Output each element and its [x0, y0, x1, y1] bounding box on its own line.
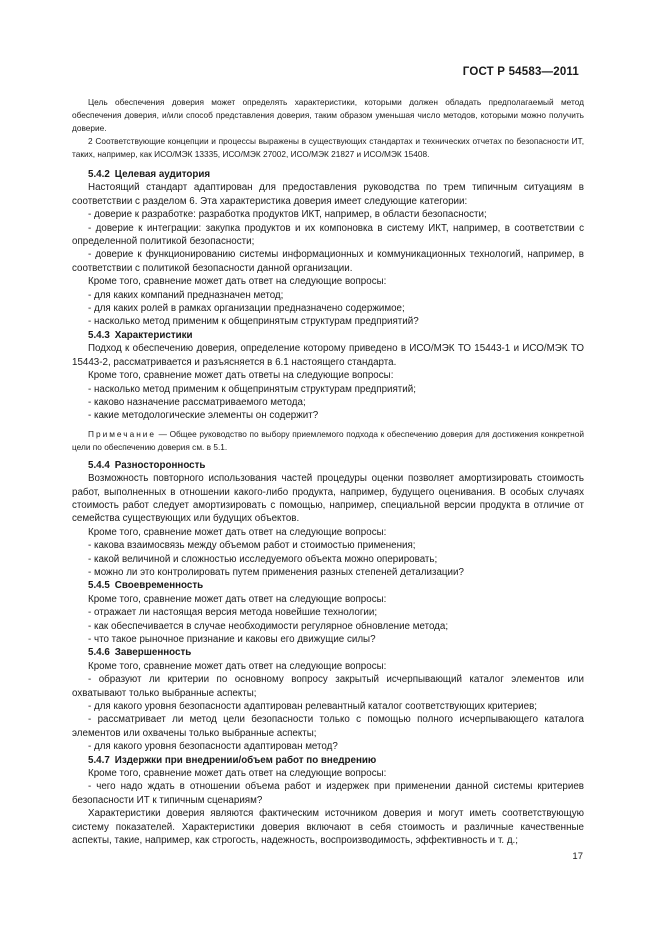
list-item: - чего надо ждать в отношении объема работ и издержек при применении данной системы критериев безопасности ИТ к типичным сценариям? — [72, 781, 584, 806]
paragraph: Кроме того, сравнение может дать ответ на следующие вопросы: — [88, 593, 387, 605]
section-title: Издержки при внедрении/объем работ по внедрению — [114, 754, 377, 766]
section-number: 5.4.7 — [88, 754, 110, 766]
paragraph: Настоящий стандарт адаптирован для предоставления руководства по трем типичным ситуациям в соответствии с разделом 6. Эта характеристика доверия имеет следующие категории: — [72, 182, 584, 207]
paragraph: Кроме того, сравнение может дать ответ на следующие вопросы: — [88, 276, 387, 288]
list-item: - отражает ли настоящая версия метода новейшие технологии; — [88, 607, 378, 619]
paragraph: Кроме того, сравнение может дать ответы на следующие вопросы: — [88, 370, 394, 382]
list-item: - для какого уровня безопасности адаптирован метод? — [88, 741, 338, 753]
list-item: - доверие к разработке: разработка продуктов ИКТ, например, в области безопасности; — [88, 209, 487, 221]
section-title: Характеристики — [114, 329, 193, 341]
section-heading — [72, 754, 584, 767]
list-item: - доверие к функционированию системы информационных и коммуникационных технологий, например, в соответствии с политикой безопасности данной организации. — [72, 249, 584, 274]
section-number: 5.4.5 — [88, 580, 110, 592]
list-item: - какова взаимосвязь между объемом работ и стоимостью применения; — [88, 540, 416, 552]
section-heading — [72, 329, 584, 342]
section-number: 5.4.6 — [88, 647, 110, 659]
paragraph: Возможность повторного использования частей процедуры оценки позволяет амортизировать стоимость работ, выполненных в отношении какого-либо продукта, например, будущего оценивания. В особых случаях стоимость работ следует амортизировать с помощью, например, специальной версии продукта в отличие от семейства существующих или будущих объектов. — [72, 473, 584, 525]
note-paragraph: Цель обеспечения доверия может определять характеристики, которыми должен обладать предполагаемый метод обеспечения доверия, и/или способ представления доверия, таким образом уменьшая число методов, которыми можно получить доверие. — [72, 97, 584, 133]
paragraph: Кроме того, сравнение может дать ответ на следующие вопросы: — [88, 768, 387, 780]
paragraph: Характеристики доверия являются фактическим источником доверия и могут иметь соответствующую систему показателей. Характеристики доверия включают в себя стоимость и различные качественные аспекты, такие, например, как строгость, надежность, воспроизводимость, эффективность и т. д.; — [72, 808, 584, 847]
section-heading — [72, 579, 584, 592]
list-item: - образуют ли критерии по основному вопросу закрытый исчерпывающий каталог элементов или охватывают только выбранные аспекты; — [72, 674, 584, 699]
section-heading — [72, 168, 584, 181]
list-item: - для каких компаний предназначен метод; — [88, 289, 284, 301]
document-header: ГОСТ Р 54583—2011 — [462, 66, 579, 78]
section-number: 5.4.2 — [88, 169, 110, 180]
list-item: - какие методологические элементы он содержит? — [88, 410, 319, 422]
list-item: - можно ли это контролировать путем применения разных степеней детализации? — [88, 566, 464, 578]
section-title: Целевая аудитория — [114, 169, 211, 180]
note-text: — Общее руководство по выбору приемлемого подхода к обеспечению доверия для достижения конкретной цели по обеспечению доверия см. в 5.1. — [72, 428, 584, 452]
list-item: - для какого уровня безопасности адаптирован релевантный каталог соответствующих критериев; — [88, 701, 538, 713]
list-item: - насколько метод применим к общепринятым структурам предприятий; — [88, 383, 416, 395]
paragraph: Кроме того, сравнение может дать ответ на следующие вопросы: — [88, 660, 387, 672]
list-item: - что такое рыночное признание и каковы его движущие силы? — [88, 634, 376, 645]
list-item: - как обеспечивается в случае необходимости регулярное обновление метода; — [88, 620, 449, 632]
list-item: - насколько метод применим к общепринятым структурам предприятий? — [88, 316, 419, 328]
page-number: 17 — [572, 851, 583, 862]
note-label: Примечание — [88, 428, 157, 439]
section-heading — [72, 646, 584, 659]
page-content — [72, 96, 584, 848]
section-number: 5.4.3 — [88, 329, 110, 341]
list-item: - для каких ролей в рамках организации предназначено содержимое; — [88, 303, 405, 315]
list-item: - рассматривает ли метод цели безопасности только с помощью полного исчерпывающего каталога элементов или охвачены только выбранные аспекты; — [72, 714, 584, 739]
list-item: - какой величиной и сложностью исследуемого объекта можно оперировать; — [88, 553, 438, 565]
section-title: Завершенность — [114, 647, 192, 659]
paragraph: Кроме того, сравнение может дать ответ на следующие вопросы: — [88, 526, 387, 538]
section-number: 5.4.4 — [88, 459, 110, 471]
section-title: Своевременность — [114, 580, 204, 592]
list-item: - доверие к интеграции: закупка продуктов и их компоновка в систему ИКТ, например, в соответствии с определенной политикой безопасности; — [72, 222, 584, 248]
paragraph: Подход к обеспечению доверия, определение которому приведено в ИСО/МЭК ТО 15443-1 и ИСО/МЭК ТО 15443-2, рассматривается и разъясняется в 6.1 настоящего стандарта. — [72, 343, 584, 368]
section-heading — [72, 459, 584, 472]
note-paragraph — [72, 428, 584, 454]
list-item: - каково назначение рассматриваемого метода; — [88, 396, 306, 408]
section-title: Разносторонность — [114, 459, 206, 471]
note-paragraph: 2 Соответствующие концепции и процессы выражены в существующих стандартах и технических отчетах по безопасности ИТ, таких, например, как ИСО/МЭК 13335, ИСО/МЭК 27002, ИСО/МЭК 21827 и ИСО/МЭК 15408. — [72, 136, 584, 159]
